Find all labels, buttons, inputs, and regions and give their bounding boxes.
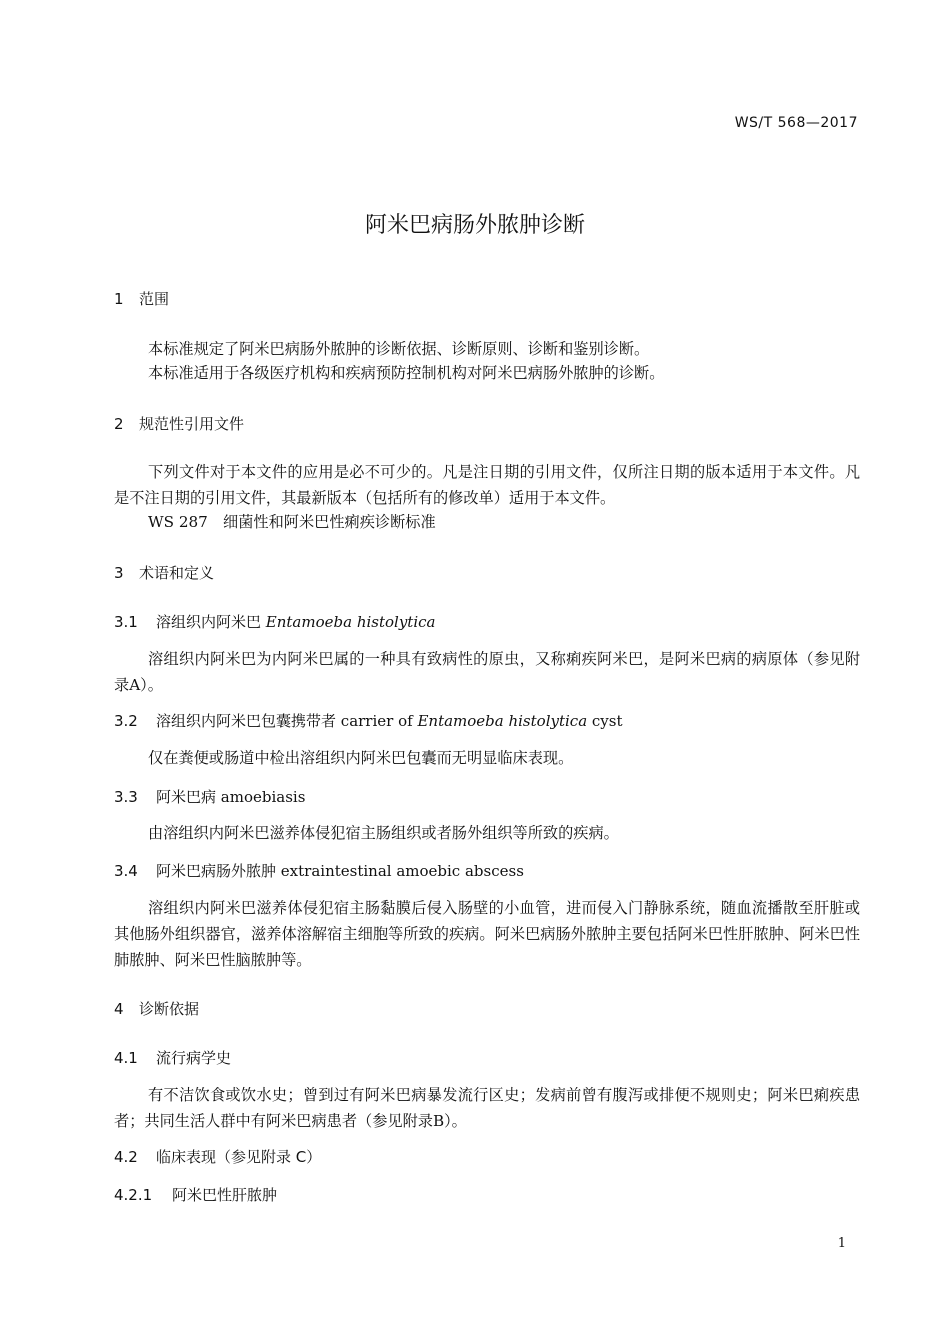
clause-4-2-1-heading [114, 1184, 277, 1205]
term-3-1-heading [114, 611, 435, 632]
term-number: 3.3 [114, 788, 138, 806]
section-1-heading [114, 288, 169, 309]
section-title: 范围 [139, 290, 170, 308]
term-english-suffix: cyst [587, 712, 623, 730]
term-title: 溶组织内阿米巴 [156, 613, 262, 631]
clause-text: 有不洁饮食或饮水史；曾到过有阿米巴病暴发流行区史；发病前曾有腹泻或排便不规则史；阿米巴痢疾患者；共同生活人群中有阿米巴病患者（参见附录B）。 [114, 1086, 860, 1130]
term-definition: 由溶组织内阿米巴滋养体侵犯宿主肠组织或者肠外组织等所致的疾病。 [148, 824, 619, 842]
document-title: 阿米巴病肠外脓肿诊断 [364, 213, 585, 238]
term-english-italic: Entamoeba histolytica [265, 613, 436, 631]
clause-title: 阿米巴性肝脓肿 [172, 1186, 278, 1204]
term-definition: 溶组织内阿米巴滋养体侵犯宿主肠黏膜后侵入肠壁的小血管，进而侵入门静脉系统，随血流播散至肝脏或其他肠外组织器官，滋养体溶解宿主细胞等所致的疾病。阿米巴病肠外脓肿主要包括阿米巴性肝脓肿、阿米巴性肺脓肿、阿米巴性脑脓肿等。 [114, 899, 860, 969]
term-english-italic: Entamoeba histolytica [417, 712, 588, 730]
term-number: 3.4 [114, 862, 138, 880]
section-title: 术语和定义 [139, 564, 215, 582]
section-number: 4 [114, 1000, 124, 1018]
term-title: 阿米巴病肠外脓肿 [156, 862, 277, 880]
term-english: amoebiasis [220, 788, 306, 806]
section-number: 2 [114, 415, 124, 433]
section-3-heading [114, 562, 214, 583]
section-2-heading [114, 413, 244, 434]
paragraph: 下列文件对于本文件的应用是必不可少的。凡是注日期的引用文件，仅所注日期的版本适用于本文件。凡是不注日期的引用文件，其最新版本（包括所有的修改单）适用于本文件。 [114, 463, 860, 507]
page-number: 1 [837, 1236, 846, 1251]
term-definition: 仅在粪便或肠道中检出溶组织内阿米巴包囊而无明显临床表现。 [148, 749, 574, 767]
clause-4-1-heading [114, 1047, 231, 1068]
term-number: 3.1 [114, 613, 138, 631]
term-title: 阿米巴病 [156, 788, 217, 806]
clause-number: 4.1 [114, 1049, 138, 1067]
term-definition: 溶组织内阿米巴为内阿米巴属的一种具有致病性的原虫，又称痢疾阿米巴，是阿米巴病的病原体（参见附录A）。 [114, 650, 860, 694]
section-4-heading [114, 998, 199, 1019]
section-number: 3 [114, 564, 124, 582]
paragraph: 本标准规定了阿米巴病肠外脓肿的诊断依据、诊断原则、诊断和鉴别诊断。 [148, 340, 650, 358]
term-english [341, 712, 623, 730]
term-english-prefix: carrier of [340, 712, 418, 730]
paragraph: 本标准适用于各级医疗机构和疾病预防控制机构对阿米巴病肠外脓肿的诊断。 [148, 364, 665, 382]
reference-item: WS 287 细菌性和阿米巴性痢疾诊断标准 [148, 513, 436, 531]
clause-title: 临床表现（参见附录 C） [156, 1148, 322, 1166]
section-title: 诊断依据 [139, 1000, 200, 1018]
term-3-3-heading [114, 786, 305, 807]
clause-4-2-heading [114, 1146, 321, 1167]
term-3-4-heading [114, 860, 524, 881]
clause-title: 流行病学史 [156, 1049, 232, 1067]
term-english: extraintestinal amoebic abscess [280, 862, 524, 880]
clause-number: 4.2.1 [114, 1186, 153, 1204]
term-english [266, 613, 436, 631]
term-3-2-heading [114, 710, 623, 731]
term-number: 3.2 [114, 712, 138, 730]
standard-code: WS/T 568—2017 [734, 115, 858, 131]
term-title: 溶组织内阿米巴包囊携带者 [156, 712, 337, 730]
section-title: 规范性引用文件 [139, 415, 245, 433]
section-number: 1 [114, 290, 124, 308]
clause-number: 4.2 [114, 1148, 138, 1166]
